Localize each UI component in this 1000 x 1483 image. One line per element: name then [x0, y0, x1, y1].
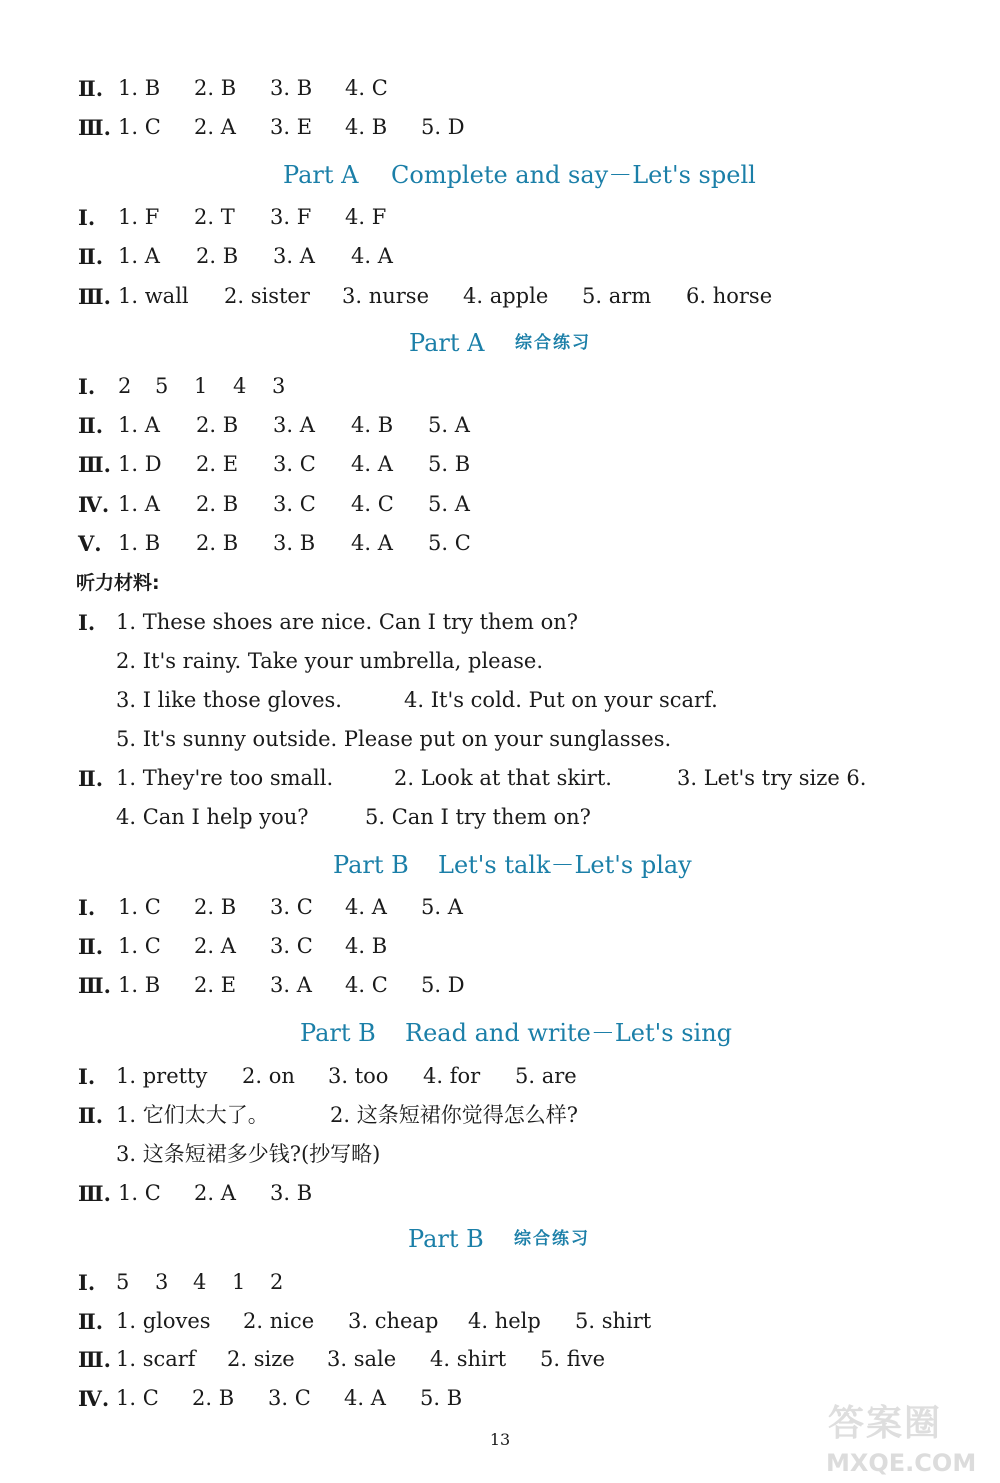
answer-item: 5. A [428, 492, 470, 516]
roman-numeral: Ⅲ. [78, 452, 111, 477]
roman-numeral: Ⅴ. [78, 531, 102, 556]
transcript-line: 2. Look at that skirt. [394, 766, 612, 790]
section-heading [0, 845, 1000, 885]
answer-line [0, 927, 1000, 966]
roman-numeral: Ⅲ. [78, 284, 111, 309]
roman-numeral: Ⅱ. [78, 766, 104, 791]
answer-item: 4. A [351, 452, 393, 476]
roman-numeral: Ⅱ. [78, 1103, 104, 1128]
answer-item: 3. C [270, 934, 313, 958]
answer-item: 2. B [196, 492, 239, 516]
heading-part: Part A [409, 329, 485, 357]
answer-item: 2. 这条短裙你觉得怎么样? [330, 1103, 578, 1127]
roman-numeral: Ⅱ. [78, 413, 104, 438]
answer-item: 4. C [351, 492, 394, 516]
answer-line [0, 1135, 1000, 1174]
answer-item: 3. B [273, 531, 316, 555]
answer-item: 1. C [118, 934, 161, 958]
answer-item: 2. B [192, 1386, 235, 1410]
answer-line [0, 759, 1000, 798]
answer-item: 2. E [194, 973, 237, 997]
roman-numeral: Ⅰ. [78, 374, 96, 399]
answer-item: 4 [193, 1270, 207, 1294]
transcript-line: 4. Can I help you? [116, 805, 309, 829]
answer-item: 3. cheap [348, 1309, 439, 1333]
answer-line [0, 681, 1000, 720]
listening-label: 听力材料: [76, 572, 160, 594]
answer-line [0, 277, 1000, 316]
answer-item: 1. gloves [116, 1309, 211, 1333]
answer-line [0, 642, 1000, 681]
answer-line [0, 1174, 1000, 1213]
answer-item: 1. C [118, 115, 161, 139]
answer-item: 4. B [345, 934, 388, 958]
answer-item: 1. C [118, 895, 161, 919]
answer-item: 4. B [351, 413, 394, 437]
answer-item: 3. C [273, 492, 316, 516]
heading-title: 综合练习 [515, 333, 591, 353]
answer-item: 5. D [421, 115, 465, 139]
answer-item: 5. A [421, 895, 463, 919]
roman-numeral: Ⅰ. [78, 895, 96, 920]
answer-item: 2. B [196, 531, 239, 555]
section-heading [0, 1219, 1000, 1259]
answer-item: 4. C [345, 973, 388, 997]
answer-item: 3. B [270, 76, 313, 100]
answer-item: 3. sale [327, 1347, 397, 1371]
answer-line [0, 1302, 1000, 1341]
answer-item: 1. C [116, 1386, 159, 1410]
roman-numeral: Ⅳ. [78, 1386, 110, 1411]
answer-item: 1. wall [118, 284, 189, 308]
answer-item: 3. A [270, 973, 312, 997]
roman-numeral: Ⅱ. [78, 76, 104, 101]
section-heading [0, 323, 1000, 363]
answer-item: 3. A [273, 413, 315, 437]
answer-item: 4. shirt [430, 1347, 507, 1371]
roman-numeral: Ⅰ. [78, 1064, 96, 1089]
page-number: 13 [489, 1430, 511, 1449]
answer-item: 3. C [273, 452, 316, 476]
answer-item: 5 [155, 374, 169, 398]
answer-line [0, 1263, 1000, 1302]
roman-numeral: Ⅲ. [78, 1347, 111, 1372]
heading-title: 综合练习 [514, 1229, 590, 1249]
answer-item: 4. apple [463, 284, 549, 308]
roman-numeral: Ⅰ. [78, 610, 96, 635]
answer-item: 2. B [194, 76, 237, 100]
answer-line [0, 108, 1000, 147]
heading-part: Part B [300, 1019, 376, 1047]
transcript-line: 4. It's cold. Put on your scarf. [404, 688, 718, 712]
watermark-text: MXQE.COM [826, 1449, 977, 1477]
answer-item: 1. B [118, 531, 161, 555]
answer-item: 1 [232, 1270, 246, 1294]
roman-numeral: Ⅱ. [78, 934, 104, 959]
answer-item: 4 [233, 374, 247, 398]
answer-item: 2. size [227, 1347, 295, 1371]
watermark-logo: 答案圈 [828, 1403, 943, 1444]
transcript-line: 5. Can I try them on? [365, 805, 591, 829]
answer-item: 2 [118, 374, 132, 398]
answer-line [0, 406, 1000, 445]
answer-item: 5. B [428, 452, 471, 476]
answer-item: 4. A [345, 895, 387, 919]
answer-item: 6. horse [686, 284, 773, 308]
answer-item: 2. nice [243, 1309, 315, 1333]
answer-line [0, 367, 1000, 406]
answer-item: 2. E [196, 452, 239, 476]
answer-item: 3. A [273, 244, 315, 268]
answer-item: 1. A [118, 413, 160, 437]
answer-item: 3. 这条短裙多少钱?(抄写略) [116, 1142, 381, 1166]
answer-item: 4. F [345, 205, 387, 229]
answer-item: 1. C [118, 1181, 161, 1205]
answer-item: 5. C [428, 531, 471, 555]
answer-item: 1. 它们太大了。 [116, 1103, 269, 1127]
roman-numeral: Ⅲ. [78, 1181, 111, 1206]
answer-item: 3. nurse [342, 284, 430, 308]
answer-item: 2. B [196, 413, 239, 437]
answer-item: 3. B [270, 1181, 313, 1205]
answer-line [0, 888, 1000, 927]
answer-item: 5 [116, 1270, 130, 1294]
answer-item: 3. C [268, 1386, 311, 1410]
answer-item: 3. F [270, 205, 312, 229]
answer-item: 2. A [194, 934, 236, 958]
answer-item: 3 [155, 1270, 169, 1294]
heading-part: Part B [408, 1225, 484, 1253]
answer-item: 4. C [345, 76, 388, 100]
answer-line [0, 1096, 1000, 1135]
heading-title: Complete and say－Let's spell [391, 161, 756, 189]
roman-numeral: Ⅲ. [78, 973, 111, 998]
answer-item: 1. F [118, 205, 160, 229]
answer-line [0, 966, 1000, 1005]
transcript-line: 3. I like those gloves. [116, 688, 342, 712]
roman-numeral: Ⅰ. [78, 205, 96, 230]
answer-item: 3 [272, 374, 286, 398]
answer-item: 4. A [344, 1386, 386, 1410]
answer-line [0, 485, 1000, 524]
answer-line [0, 198, 1000, 237]
answer-line [0, 524, 1000, 563]
answer-item: 4. help [468, 1309, 541, 1333]
answer-item: 5. shirt [575, 1309, 652, 1333]
answer-item: 4. A [351, 531, 393, 555]
heading-part: Part B [333, 851, 409, 879]
answer-item: 2. B [194, 895, 237, 919]
transcript-line: 2. It's rainy. Take your umbrella, please. [116, 649, 544, 673]
heading-title: Let's talk－Let's play [438, 851, 692, 879]
roman-numeral: Ⅰ. [78, 1270, 96, 1295]
transcript-line: 3. Let's try size 6. [677, 766, 867, 790]
answer-item: 4. A [351, 244, 393, 268]
answer-item: 3. C [270, 895, 313, 919]
answer-item: 3. too [328, 1064, 389, 1088]
answer-item: 5. five [540, 1347, 606, 1371]
answer-item: 1. D [118, 452, 162, 476]
answer-item: 2. A [194, 115, 236, 139]
answer-line [0, 798, 1000, 837]
answer-item: 2. B [196, 244, 239, 268]
answer-line [0, 69, 1000, 108]
answer-item: 2. on [242, 1064, 295, 1088]
answer-item: 2 [270, 1270, 284, 1294]
answer-item: 1. B [118, 76, 161, 100]
answer-item: 5. A [428, 413, 470, 437]
roman-numeral: Ⅱ. [78, 1309, 104, 1334]
heading-title: Read and write－Let's sing [405, 1019, 733, 1047]
answer-line [0, 603, 1000, 642]
answer-line [0, 445, 1000, 484]
answer-line [0, 720, 1000, 759]
answer-item: 2. T [194, 205, 235, 229]
answer-item: 5. B [420, 1386, 463, 1410]
answer-line [0, 1057, 1000, 1096]
answer-item: 2. sister [224, 284, 310, 308]
answer-item: 3. E [270, 115, 313, 139]
answer-item: 5. arm [582, 284, 652, 308]
section-heading [0, 1013, 1000, 1053]
answer-item: 2. A [194, 1181, 236, 1205]
answer-item: 1. scarf [116, 1347, 196, 1371]
answer-item: 1. A [118, 244, 160, 268]
transcript-line: 1. These shoes are nice. Can I try them on? [116, 610, 578, 634]
roman-numeral: Ⅱ. [78, 244, 104, 269]
answer-item: 1 [194, 374, 208, 398]
answer-item: 4. for [423, 1064, 481, 1088]
roman-numeral: Ⅲ. [78, 115, 111, 140]
answer-item: 4. B [345, 115, 388, 139]
answer-line [0, 237, 1000, 276]
answer-item: 1. A [118, 492, 160, 516]
answer-item: 5. are [515, 1064, 577, 1088]
answer-line [0, 1340, 1000, 1379]
answer-item: 1. pretty [116, 1064, 208, 1088]
transcript-line: 1. They're too small. [116, 766, 334, 790]
roman-numeral: Ⅳ. [78, 492, 110, 517]
answer-item: 1. B [118, 973, 161, 997]
answer-item: 5. D [421, 973, 465, 997]
heading-part: Part A [283, 161, 359, 189]
transcript-line: 5. It's sunny outside. Please put on your sunglasses. [116, 727, 672, 751]
section-heading [0, 155, 1000, 195]
